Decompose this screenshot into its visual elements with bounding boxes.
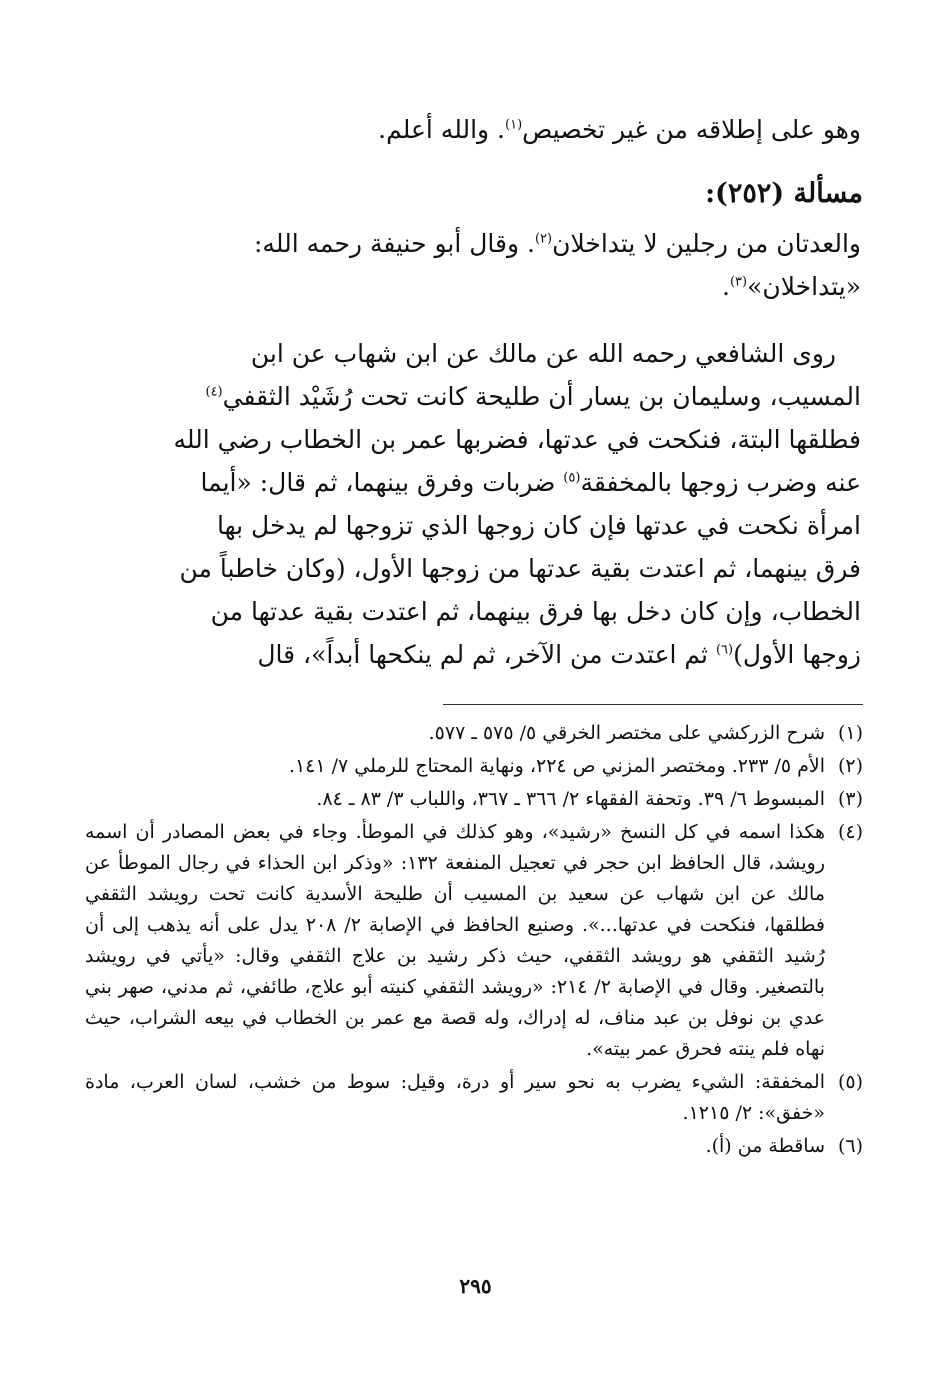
intro-text-end: . والله أعلم. — [378, 115, 506, 144]
issue-heading: مسألة (٢٥٢): — [705, 178, 863, 209]
footnote-number: (٥) — [837, 1071, 863, 1093]
narration-line — [95, 590, 861, 633]
footnote-number: (٢) — [837, 755, 863, 777]
footnote-number: (٤) — [837, 821, 863, 843]
intro-paragraph — [95, 108, 861, 151]
narration-text: فرق بينهما، ثم اعتدت بقية عدتها من زوجها الأول، (وكان خاطباً من — [179, 554, 861, 583]
narration-line — [95, 461, 861, 504]
statement-line — [95, 265, 861, 308]
narration-text: ثم اعتدت من الآخر، ثم لم ينكحها أبداً»، قال — [257, 640, 716, 669]
footnote-ref[interactable]: (٦) — [715, 642, 734, 658]
footnote-item — [85, 1067, 863, 1129]
footnote-item — [85, 751, 863, 782]
statement-text: . وقال أبو حنيفة رحمه الله: — [254, 229, 535, 258]
footnote-item — [85, 718, 863, 749]
narration-line — [95, 504, 861, 547]
footnote-ref[interactable]: (١) — [505, 117, 523, 133]
narration-line — [95, 633, 861, 676]
footnote-number: (٦) — [837, 1135, 863, 1157]
narration-text: ضربات وفرق بينهما، ثم قال: «أيما — [200, 468, 564, 497]
statement-quote: «يتداخلان» — [747, 272, 861, 301]
narration-text: امرأة نكحت في عدتها فإن كان زوجها الذي تزوجها لم يدخل بها — [216, 511, 861, 540]
footnotes-section — [85, 718, 863, 1164]
narration-line — [95, 418, 861, 461]
footnote-text: المخفقة: الشيء يضرب به نحو سير أو درة، وقيل: سوط من خشب، لسان العرب، مادة «خفق»: ٢/ ١٢١٥. — [85, 1071, 825, 1124]
footnote-number: (٣) — [837, 788, 863, 810]
narration-text: الخطاب، وإن كان دخل بها فرق بينهما، ثم اعتدت بقية عدتها من — [210, 597, 861, 626]
footnote-divider — [443, 704, 863, 705]
narration-text: فطلقها البتة، فنكحت في عدتها، فضربها عمر بن الخطاب رضي الله — [173, 425, 861, 454]
footnote-text: الأم ٥/ ٢٣٣. ومختصر المزني ص ٢٢٤، ونهاية المحتاج للرملي ٧/ ١٤١. — [288, 755, 825, 777]
narration-paragraph — [95, 332, 861, 676]
footnote-ref[interactable]: (٥) — [563, 470, 581, 486]
intro-line — [95, 108, 861, 151]
footnote-ref[interactable]: (٣) — [729, 274, 748, 290]
statement-text: والعدتان من رجلين لا يتداخلان — [552, 229, 861, 258]
narration-text: المسيب، وسليمان بن يسار أن طليحة كانت تحت رُشَيْد الثقفي — [222, 382, 861, 411]
footnote-item — [85, 817, 863, 1065]
narration-text: روى الشافعي رحمه الله عن مالك عن ابن شهاب عن ابن — [250, 339, 836, 368]
footnote-text: ساقطة من (أ). — [705, 1135, 825, 1157]
footnote-text: هكذا اسمه في كل النسخ «رشيد»، وهو كذلك في الموطأ. وجاء في بعض المصادر أن اسمه رويشد، قال الحافظ ابن حجر في تعجيل المنفعة ١٣٢: «وذكر ابن الحذاء في رجال الموطأ عن مالك عن ابن شهاب عن سعيد بن المسيب أن طليحة الأسدية كانت تحت رويشد الثقفي فطلقها، فنكحت في عدتها...». وصنيع الحافظ في الإصابة ٢/ ٢٠٨ يدل على أنه يذهب إلى أن رُشيد الثقفي هو رويشد الثقفي، حيث ذكر رشيد بن علاج الثقفي وقال: «يأتي في رويشد بالتصغير. وقال في الإصابة ٢/ ٢١٤: «رويشد الثقفي كنيته أبو علاج، طائفي، ثم مدني، صهر بني عدي بن نوفل بن عبد مناف، له إدراك، وله قصة مع عمر بن الخطاب في بيعه الشراب، حيث نهاه فلم ينته فحرق عمر بيته». — [85, 821, 826, 1060]
issue-statement — [95, 222, 861, 308]
narration-line — [95, 332, 861, 375]
footnote-ref[interactable]: (٤) — [205, 384, 223, 400]
footnote-number: (١) — [837, 722, 863, 744]
narration-text: عنه وضرب زوجها بالمخفقة — [580, 468, 861, 497]
footnote-item — [85, 784, 863, 815]
intro-text: وهو على إطلاقه من غير تخصيص — [522, 115, 861, 144]
page-number: ٢٩٥ — [459, 1274, 492, 1298]
statement-text: . — [722, 272, 730, 301]
footnote-text: شرح الزركشي على مختصر الخرقي ٥/ ٥٧٥ ـ ٥٧٧. — [428, 722, 825, 744]
footnote-ref[interactable]: (٢) — [534, 231, 553, 247]
narration-text: زوجها الأول) — [733, 640, 861, 669]
footnote-text: المبسوط ٦/ ٣٩. وتحفة الفقهاء ٢/ ٣٦٦ ـ ٣٦٧، واللباب ٣/ ٨٣ ـ ٨٤. — [316, 788, 825, 810]
footnote-item — [85, 1131, 863, 1162]
narration-line — [95, 375, 861, 418]
narration-line — [95, 547, 861, 590]
statement-line — [95, 222, 861, 265]
